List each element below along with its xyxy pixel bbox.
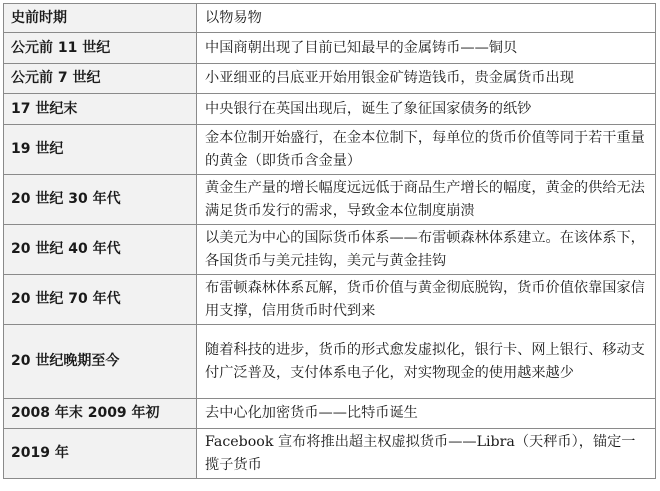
period-cell: 公元前 11 世纪 xyxy=(4,33,197,64)
event-cell: 布雷顿森林体系瓦解，货币价值与黄金彻底脱钩，货币价值依靠国家信用支撑，信用货币时代到来 xyxy=(197,275,656,325)
event-cell: 中央银行在英国出现后，诞生了象征国家债务的纸钞 xyxy=(197,94,656,125)
period-cell: 2019 年 xyxy=(4,429,197,479)
event-cell: 小亚细亚的吕底亚开始用银金矿铸造钱币，贵金属货币出现 xyxy=(197,64,656,94)
table-row xyxy=(4,33,656,64)
period-cell: 2008 年末 2009 年初 xyxy=(4,399,197,429)
event-cell: 以美元为中心的国际货币体系——布雷顿森林体系建立。在该体系下，各国货币与美元挂钩，美元与黄金挂钩 xyxy=(197,225,656,275)
event-cell: 随着科技的进步，货币的形式愈发虚拟化，银行卡、网上银行、移动支付广泛普及，支付体系电子化，对实物现金的使用越来越少 xyxy=(197,325,656,399)
table-row xyxy=(4,4,656,33)
table-row xyxy=(4,325,656,399)
event-cell: 金本位制开始盛行，在金本位制下，每单位的货币价值等同于若干重量的黄金（即货币含金量） xyxy=(197,125,656,175)
event-cell: Facebook 宣布将推出超主权虚拟货币——Libra（天秤币），锚定一揽子货币 xyxy=(197,429,656,479)
event-cell: 去中心化加密货币——比特币诞生 xyxy=(197,399,656,429)
table-row xyxy=(4,175,656,225)
period-cell: 20 世纪 70 年代 xyxy=(4,275,197,325)
period-cell: 20 世纪晚期至今 xyxy=(4,325,197,399)
table-row xyxy=(4,94,656,125)
period-cell: 20 世纪 40 年代 xyxy=(4,225,197,275)
table-row xyxy=(4,429,656,479)
money-history-table xyxy=(3,3,656,479)
table-row xyxy=(4,399,656,429)
table-row xyxy=(4,225,656,275)
table-row xyxy=(4,275,656,325)
period-cell: 史前时期 xyxy=(4,4,197,33)
event-cell: 黄金生产量的增长幅度远远低于商品生产增长的幅度，黄金的供给无法满足货币发行的需求，导致金本位制度崩溃 xyxy=(197,175,656,225)
event-cell: 中国商朝出现了目前已知最早的金属铸币——铜贝 xyxy=(197,33,656,64)
event-cell: 以物易物 xyxy=(197,4,656,33)
period-cell: 20 世纪 30 年代 xyxy=(4,175,197,225)
table-row xyxy=(4,64,656,94)
period-cell: 公元前 7 世纪 xyxy=(4,64,197,94)
money-history-table-container xyxy=(3,3,655,479)
table-row xyxy=(4,125,656,175)
period-cell: 17 世纪末 xyxy=(4,94,197,125)
period-cell: 19 世纪 xyxy=(4,125,197,175)
